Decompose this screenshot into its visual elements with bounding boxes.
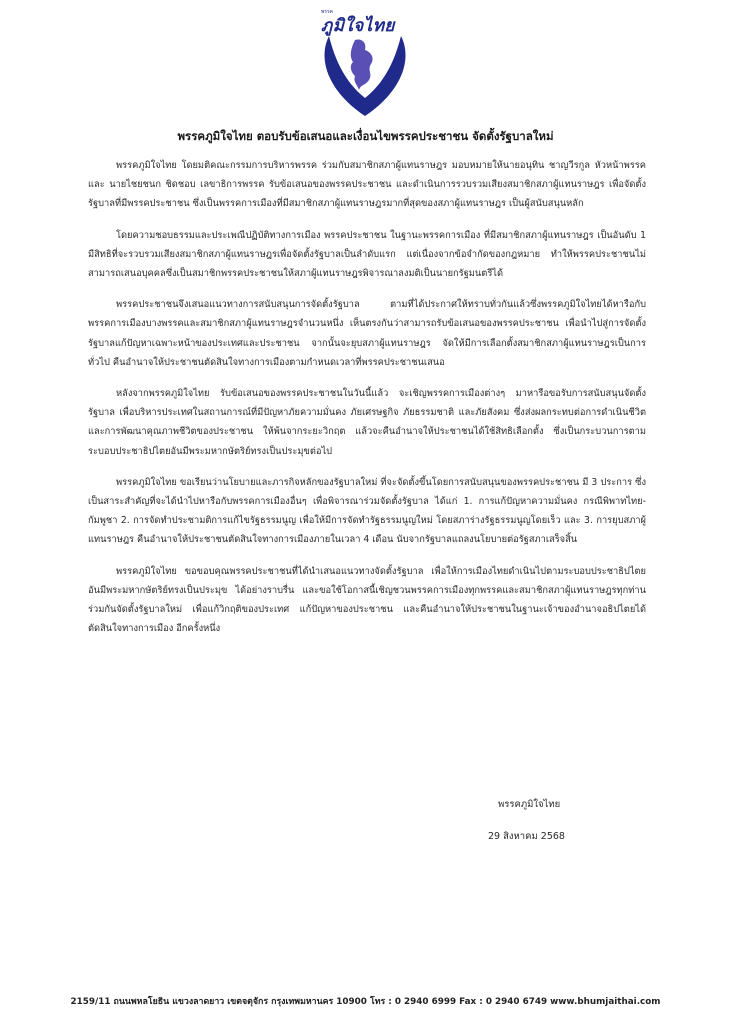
paragraph: พรรคภูมิใจไทย ขอขอบคุณพรรคประชาชนที่ได้นำเสนอแนวทางจัดตั้งรัฐบาล เพื่อให้การเมืองไทยดำเนินไปตามระบอบประชาธิปไตยอันมีพระมหากษัตริย์ทรงเป็นประมุข ได้อย่างราบรื่น และขอใช้โอกาสนี้เชิญชวนพรรคการเมืองทุกพรรคและสมาชิกสภาผู้แทนราษฎรทุกท่าน ร่วมกันจัดตั้งรัฐบาลใหม่ เพื่อแก้วิกฤติของประเทศ แก้ปัญหาของประชาชน และคืนอำนาจให้ประชาชนในฐานะเจ้าของอำนาจอธิปไตยได้ตัดสินใจทางการเมือง อีกครั้งหนึ่ง — [88, 565, 646, 635]
document-body — [88, 156, 646, 650]
party-logo — [315, 8, 415, 118]
document-title: พรรคภูมิใจไทย ตอบรับข้อเสนอและเงื่อนไขพรรคประชาชน จัดตั้งรัฐบาลใหม่ — [177, 129, 554, 143]
paragraph: หลังจากพรรคภูมิใจไทย รับข้อเสนอของพรรคประชาชนในวันนี้แล้ว จะเชิญพรรคการเมืองต่างๆ มาหารือขอรับการสนับสนุนจัดตั้งรัฐบาล เพื่อบริหารประเทศในสถานการณ์ที่มีปัญหาภัยความมั่นคง ภัยเศรษฐกิจ ภัยธรรมชาติ และภัยสังคม ซึ่งส่งผลกระทบต่อการดำเนินชีวิตและการพัฒนาคุณภาพชีวิตของประชาชน ให้พ้นจากระยะวิกฤต แล้วจะคืนอำนาจให้ประชาชนได้ใช้สิทธิเลือกตั้ง ซึ่งเป็นกระบวนการตามระบอบประชาธิปไตยอันมีพระมหากษัตริย์ทรงเป็นประมุขต่อไป — [88, 388, 646, 457]
paragraph: โดยความชอบธรรมและประเพณีปฏิบัติทางการเมือง พรรคประชาชน ในฐานะพรรคการเมือง ที่มีสมาชิกสภาผู้แทนราษฎร เป็นอันดับ 1 มีสิทธิที่จะรวบรวมเสียงสมาชิกสภาผู้แทนราษฎรเพื่อจัดตั้งรัฐบาลเป็นลำดับแรก แต่เนื่องจากข้อจำกัดของกฎหมาย ทำให้พรรคประชาชนไม่สามารถเสนอบุคคลซึ่งเป็นสมาชิกพรรคประชาชนให้สภาผู้แทนราษฎรพิจารณาลงมติเป็นนายกรัฐมนตรีได้ — [88, 229, 646, 280]
paragraph: พรรคภูมิใจไทย ขอเรียนว่านโยบายและภารกิจหลักของรัฐบาลใหม่ ที่จะจัดตั้งขึ้นโดยการสนับสนุนของพรรคประชาชน มี 3 ประการ ซึ่งเป็นสาระสำคัญที่จะได้นำไปหารือกับพรรคการเมืองอื่นๆ เพื่อพิจารณาร่วมจัดตั้งรัฐบาล ได้แก่ 1. การแก้ปัญหาความมั่นคง กรณีพิพาทไทย-กัมพูชา 2. การจัดทำประชามติการแก้ไขรัฐธรรมนูญ เพื่อให้มีการจัดทำรัฐธรรมนูญใหม่ โดยสภาร่างรัฐธรรมนูญโดยเร็ว และ 3. การยุบสภาผู้แทนราษฎร คืนอำนาจให้ประชาชนตัดสินใจทางการเมืองภายในเวลา 4 เดือน นับจากรัฐบาลแถลงนโยบายต่อรัฐสภาเสร็จสิ้น — [88, 476, 646, 546]
heart-map-icon — [315, 30, 415, 120]
signature-party: พรรคภูมิใจไทย — [498, 799, 561, 810]
paragraph: พรรคประชาชนจึงเสนอแนวทางการสนับสนุนการจัดตั้งรัฐบาล ตามที่ได้ประกาศให้ทราบทั่วกันแล้วซึ่งพรรคภูมิใจไทยได้หารือกับพรรคการเมืองบางพรรคและสมาชิกสภาผู้แทนราษฎรจำนวนหนึ่ง เห็นตรงกันว่าสามารถรับข้อเสนอของพรรคประชาชน เพื่อนำไปสู่การจัดตั้งรัฐบาลแก้ปัญหาเฉพาะหน้าของประเทศและประชาชน จากนั้นจะยุบสภาผู้แทนราษฎร จัดให้มีการเลือกตั้งสมาชิกสภาผู้แทนราษฎรเป็นการทั่วไป คืนอำนาจให้ประชาชนตัดสินใจทางการเมืองตามกำหนดเวลาที่พรรคประชาชนเสนอ — [88, 299, 646, 368]
logo-wordmark: ภูมิใจไทย — [321, 16, 395, 36]
logo-small-text: พรรค — [321, 9, 334, 15]
footer-address: 2159/11 ถนนพหลโยธิน แขวงลาดยาว เขตจตุจักร กรุงเทพมหานคร 10900 โทร : 0 2940 6999 Fax : 0 2940 6749 www.bhumjaithai.com — [70, 997, 661, 1007]
paragraph: พรรคภูมิใจไทย โดยมติคณะกรรมการบริหารพรรค ร่วมกับสมาชิกสภาผู้แทนราษฎร มอบหมายให้นายอนุทิน ชาญวีรกูล หัวหน้าพรรค และ นายไชยชนก ชิดชอบ เลขาธิการพรรค รับข้อเสนอของพรรคประชาชน และดำเนินการรวบรวมเสียงสมาชิกสภาผู้แทนราษฎร เพื่อจัดตั้งรัฐบาลที่มีพรรคประชาชน ซึ่งเป็นพรรคการเมืองที่มีสมาชิกสภาผู้แทนราษฎรมากที่สุดของสภาผู้แทนราษฎร เป็นผู้สนับสนุนหลัก — [88, 160, 646, 210]
signature-date: 29 สิงหาคม 2568 — [488, 831, 565, 842]
